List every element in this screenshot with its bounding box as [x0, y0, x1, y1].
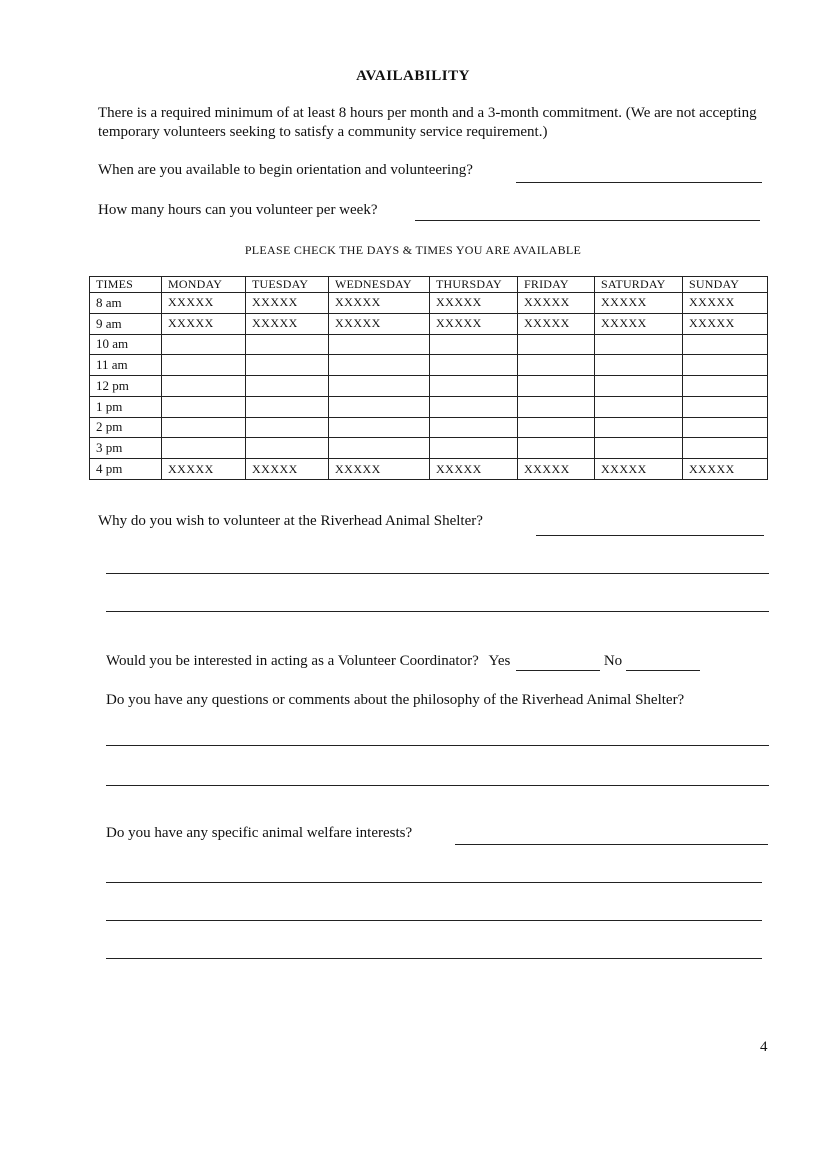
availability-cell-saturday[interactable]: XXXXX — [595, 459, 683, 480]
availability-cell-wednesday[interactable] — [329, 334, 430, 355]
availability-cell-tuesday[interactable]: XXXXX — [246, 313, 329, 334]
time-cell: 1 pm — [90, 396, 162, 417]
availability-cell-tuesday[interactable] — [246, 355, 329, 376]
availability-cell-friday[interactable]: XXXXX — [518, 459, 595, 480]
availability-cell-tuesday[interactable] — [246, 417, 329, 438]
coordinator-question-row — [106, 653, 700, 671]
time-cell: 3 pm — [90, 438, 162, 459]
time-cell: 10 am — [90, 334, 162, 355]
interests-answer-line-2[interactable] — [106, 882, 762, 883]
time-cell: 2 pm — [90, 417, 162, 438]
philosophy-answer-line-2[interactable] — [106, 785, 769, 786]
time-cell: 9 am — [90, 313, 162, 334]
availability-cell-monday[interactable] — [162, 396, 246, 417]
table-header-friday: FRIDAY — [518, 277, 595, 293]
philosophy-answer-line-1[interactable] — [106, 745, 769, 746]
availability-cell-sunday[interactable] — [683, 417, 768, 438]
availability-table — [89, 276, 768, 480]
availability-cell-sunday[interactable] — [683, 376, 768, 397]
table-header-tuesday: TUESDAY — [246, 277, 329, 293]
availability-cell-tuesday[interactable] — [246, 438, 329, 459]
availability-cell-saturday[interactable] — [595, 438, 683, 459]
availability-cell-saturday[interactable] — [595, 334, 683, 355]
availability-cell-wednesday[interactable] — [329, 355, 430, 376]
availability-cell-friday[interactable] — [518, 376, 595, 397]
availability-cell-tuesday[interactable]: XXXXX — [246, 293, 329, 314]
availability-cell-friday[interactable]: XXXXX — [518, 293, 595, 314]
availability-cell-saturday[interactable]: XXXXX — [595, 293, 683, 314]
why-question: Why do you wish to volunteer at the Riverhead Animal Shelter? — [98, 513, 483, 529]
availability-cell-tuesday[interactable] — [246, 396, 329, 417]
availability-cell-wednesday[interactable] — [329, 376, 430, 397]
availability-cell-friday[interactable] — [518, 355, 595, 376]
table-row — [90, 293, 768, 314]
availability-cell-friday[interactable]: XXXXX — [518, 313, 595, 334]
availability-cell-wednesday[interactable] — [329, 438, 430, 459]
time-cell: 8 am — [90, 293, 162, 314]
table-header-monday: MONDAY — [162, 277, 246, 293]
availability-cell-monday[interactable] — [162, 417, 246, 438]
why-answer-line-3[interactable] — [106, 611, 769, 612]
hours-answer-line[interactable] — [415, 220, 760, 221]
availability-cell-sunday[interactable] — [683, 355, 768, 376]
availability-cell-thursday[interactable] — [430, 355, 518, 376]
availability-cell-sunday[interactable]: XXXXX — [683, 459, 768, 480]
page-number: 4 — [760, 1039, 768, 1055]
interests-question: Do you have any specific animal welfare interests? — [106, 825, 413, 841]
availability-cell-saturday[interactable] — [595, 376, 683, 397]
interests-answer-line-1[interactable] — [455, 844, 768, 845]
availability-cell-thursday[interactable] — [430, 438, 518, 459]
availability-cell-friday[interactable] — [518, 417, 595, 438]
page-title: AVAILABILITY — [356, 68, 470, 84]
availability-cell-sunday[interactable] — [683, 438, 768, 459]
availability-cell-thursday[interactable]: XXXXX — [430, 313, 518, 334]
philosophy-question: Do you have any questions or comments about the philosophy of the Riverhead Animal Shelter? — [106, 692, 685, 708]
availability-cell-tuesday[interactable] — [246, 334, 329, 355]
table-row — [90, 459, 768, 480]
availability-cell-monday[interactable] — [162, 334, 246, 355]
table-header-wednesday: WEDNESDAY — [329, 277, 430, 293]
availability-cell-wednesday[interactable]: XXXXX — [329, 313, 430, 334]
begin-question: When are you available to begin orientation and volunteering? — [98, 162, 473, 178]
table-header-times: TIMES — [90, 277, 162, 293]
availability-cell-wednesday[interactable]: XXXXX — [329, 459, 430, 480]
table-row — [90, 355, 768, 376]
availability-cell-thursday[interactable] — [430, 376, 518, 397]
availability-cell-thursday[interactable] — [430, 334, 518, 355]
table-row — [90, 438, 768, 459]
availability-cell-saturday[interactable] — [595, 417, 683, 438]
availability-cell-wednesday[interactable] — [329, 417, 430, 438]
availability-cell-saturday[interactable] — [595, 355, 683, 376]
table-header-saturday: SATURDAY — [595, 277, 683, 293]
availability-cell-monday[interactable]: XXXXX — [162, 293, 246, 314]
availability-cell-tuesday[interactable] — [246, 376, 329, 397]
table-row — [90, 396, 768, 417]
availability-cell-monday[interactable] — [162, 376, 246, 397]
intro-paragraph: There is a required minimum of at least 8 hours per month and a 3-month commitment. (We are not accepting temporary volunteers seeking to satisfy a community service requirement.) — [98, 105, 757, 140]
table-header-thursday: THURSDAY — [430, 277, 518, 293]
why-answer-line-2[interactable] — [106, 573, 769, 574]
interests-answer-line-3[interactable] — [106, 920, 762, 921]
availability-cell-friday[interactable] — [518, 396, 595, 417]
table-row — [90, 334, 768, 355]
time-cell: 11 am — [90, 355, 162, 376]
availability-cell-friday[interactable] — [518, 438, 595, 459]
availability-cell-monday[interactable]: XXXXX — [162, 313, 246, 334]
availability-cell-thursday[interactable]: XXXXX — [430, 459, 518, 480]
availability-cell-thursday[interactable] — [430, 417, 518, 438]
begin-answer-line[interactable] — [516, 182, 762, 183]
yes-label: Yes — [488, 653, 511, 669]
availability-cell-saturday[interactable] — [595, 396, 683, 417]
availability-cell-wednesday[interactable]: XXXXX — [329, 293, 430, 314]
time-cell: 12 pm — [90, 376, 162, 397]
yes-answer-line[interactable] — [516, 653, 600, 671]
availability-cell-tuesday[interactable]: XXXXX — [246, 459, 329, 480]
availability-cell-sunday[interactable]: XXXXX — [683, 293, 768, 314]
availability-cell-sunday[interactable] — [683, 396, 768, 417]
time-cell: 4 pm — [90, 459, 162, 480]
coordinator-question: Would you be interested in acting as a Volunteer Coordinator? — [106, 653, 479, 669]
interests-answer-line-4[interactable] — [106, 958, 762, 959]
availability-cell-monday[interactable]: XXXXX — [162, 459, 246, 480]
availability-cell-monday[interactable] — [162, 438, 246, 459]
availability-cell-wednesday[interactable] — [329, 396, 430, 417]
table-row — [90, 417, 768, 438]
availability-cell-sunday[interactable] — [683, 334, 768, 355]
why-answer-line-1[interactable] — [536, 535, 764, 536]
table-row — [90, 376, 768, 397]
availability-cell-saturday[interactable]: XXXXX — [595, 313, 683, 334]
table-row — [90, 313, 768, 334]
availability-cell-monday[interactable] — [162, 355, 246, 376]
table-header-row — [90, 277, 768, 293]
availability-cell-sunday[interactable]: XXXXX — [683, 313, 768, 334]
availability-cell-friday[interactable] — [518, 334, 595, 355]
hours-question: How many hours can you volunteer per week? — [98, 202, 378, 218]
table-header-sunday: SUNDAY — [683, 277, 768, 293]
no-answer-line[interactable] — [626, 653, 700, 671]
no-label: No — [603, 653, 623, 669]
availability-cell-thursday[interactable] — [430, 396, 518, 417]
check-heading: PLEASE CHECK THE DAYS & TIMES YOU ARE AVAILABLE — [244, 243, 582, 257]
availability-cell-thursday[interactable]: XXXXX — [430, 293, 518, 314]
